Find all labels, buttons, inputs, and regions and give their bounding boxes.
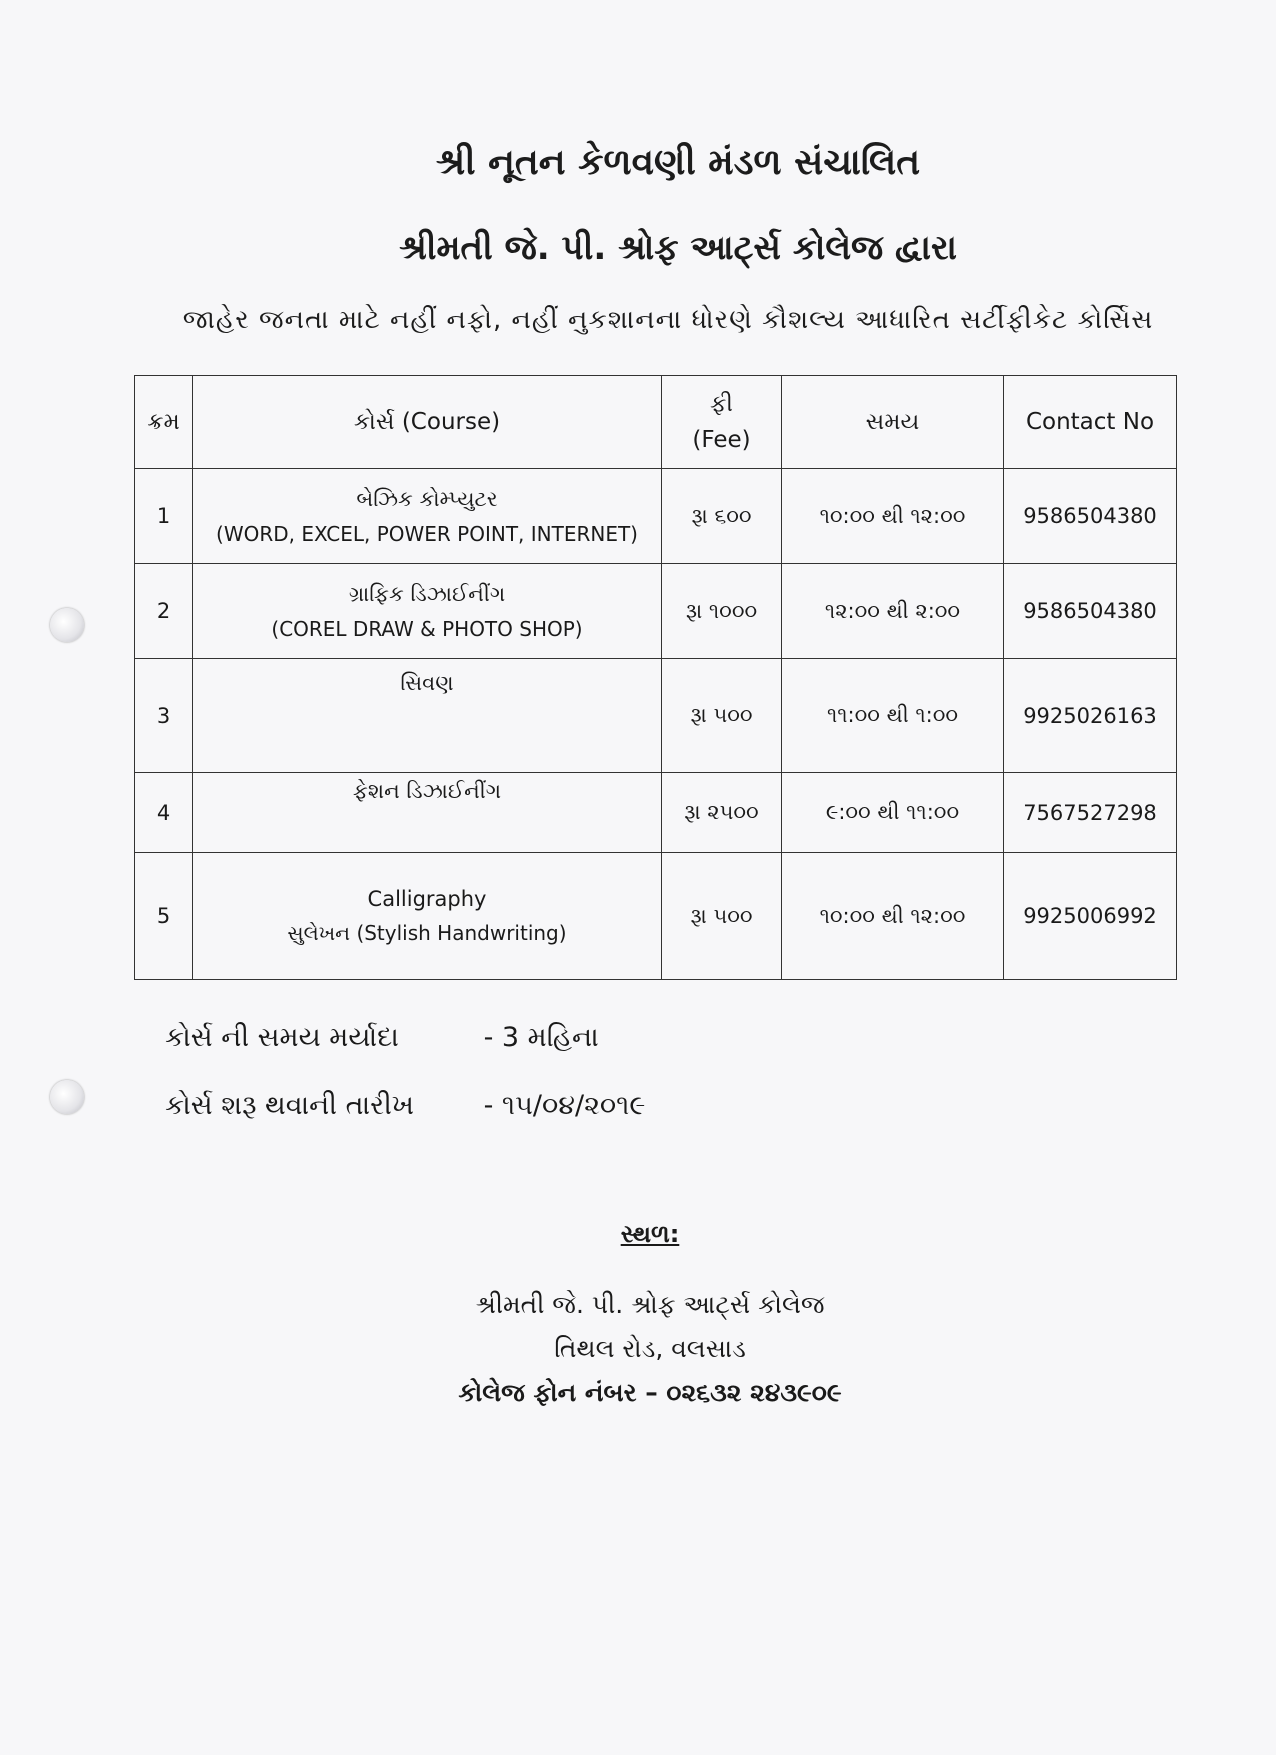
cell-course <box>193 853 662 980</box>
start-date-label: કોર્સ શરૂ થવાની તારીખ <box>165 1090 414 1121</box>
notice-subtitle: જાહેર જનતા માટે નહીં નફો, નહીં નુકશાનના ધોરણે કૌશલ્ય આધારિત સર્ટીફીકેટ કોર્સિસ <box>182 305 1154 335</box>
cell-contact: 9925006992 <box>1004 853 1177 980</box>
college-title: શ્રીમતી જે. પી. શ્રોફ આર્ટ્સ કોલેજ દ્વારા <box>399 228 957 268</box>
table-row <box>135 773 1177 853</box>
course-detail: સુલેખન (Stylish Handwriting) <box>287 921 567 945</box>
cell-serial: 4 <box>135 773 193 853</box>
start-date-value: - ૧૫/૦૪/૨૦૧૯ <box>483 1090 646 1121</box>
course-detail: (COREL DRAW & PHOTO SHOP) <box>271 616 583 641</box>
course-name: ગ્રાફિક ડિઝાઈનીંગ <box>348 581 506 606</box>
course-name: બેઝિક કોમ્પ્યુટર <box>356 486 498 511</box>
duration-label: કોર્સ ની સમય મર્યાદા <box>165 1022 399 1053</box>
header-serial: ક્રમ <box>135 376 193 469</box>
footer-phone: કોલેજ ફોન નંબર – ૦૨૬૩૨ ૨૪૩૯૦૯ <box>458 1378 842 1407</box>
cell-time: ૧૧:૦૦ થી ૧:૦૦ <box>782 659 1004 773</box>
cell-serial: 1 <box>135 469 193 564</box>
table-row <box>135 564 1177 659</box>
course-name: ફેશન ડિઝાઈનીંગ <box>352 779 502 803</box>
table-row <box>135 469 1177 564</box>
table-row <box>135 659 1177 773</box>
punch-hole <box>50 608 84 642</box>
course-name: સિવણ <box>400 671 454 695</box>
cell-contact: 9925026163 <box>1004 659 1177 773</box>
cell-fee: રૂા ૫૦૦ <box>662 659 782 773</box>
cell-fee: રૂા ૬૦૦ <box>662 469 782 564</box>
header-fee-english: (Fee) <box>692 427 751 453</box>
table-header-row <box>135 376 1177 469</box>
cell-contact: 7567527298 <box>1004 773 1177 853</box>
header-fee <box>662 376 782 469</box>
cell-fee: રૂા ૨૫૦૦ <box>662 773 782 853</box>
cell-contact: 9586504380 <box>1004 469 1177 564</box>
organization-title: શ્રી નૂતન કેળવણી મંડળ સંચાલિત <box>435 142 921 183</box>
footer-address: તિથલ રોડ, વલસાડ <box>554 1334 746 1363</box>
cell-fee: રૂા ૧૦૦૦ <box>662 564 782 659</box>
course-detail: (WORD, EXCEL, POWER POINT, INTERNET) <box>216 521 638 546</box>
courses-table <box>134 375 1177 980</box>
cell-fee: રૂા ૫૦૦ <box>662 853 782 980</box>
cell-time: ૧૨:૦૦ થી ૨:૦૦ <box>782 564 1004 659</box>
header-course: કોર્સ (Course) <box>193 376 662 469</box>
course-start-date <box>165 1090 645 1122</box>
cell-time: ૯:૦૦ થી ૧૧:૦૦ <box>782 773 1004 853</box>
place-label: સ્થળ: <box>620 1220 680 1248</box>
cell-serial: 2 <box>135 564 193 659</box>
cell-serial: 3 <box>135 659 193 773</box>
header-time: સમય <box>782 376 1004 469</box>
cell-course <box>193 773 662 853</box>
punch-hole <box>50 1080 84 1114</box>
cell-time: ૧૦:૦૦ થી ૧૨:૦૦ <box>782 469 1004 564</box>
duration-value: - 3 મહિના <box>483 1022 599 1053</box>
table-row <box>135 853 1177 980</box>
cell-course <box>193 564 662 659</box>
cell-contact: 9586504380 <box>1004 564 1177 659</box>
course-name: Calligraphy <box>367 887 487 911</box>
cell-time: ૧૦:૦૦ થી ૧૨:૦૦ <box>782 853 1004 980</box>
header-fee-label: ફી <box>710 391 733 417</box>
cell-serial: 5 <box>135 853 193 980</box>
cell-course <box>193 659 662 773</box>
header-contact: Contact No <box>1004 376 1177 469</box>
footer-college-name: શ્રીમતી જે. પી. શ્રોફ આર્ટ્સ કોલેજ <box>475 1290 825 1319</box>
cell-course <box>193 469 662 564</box>
course-duration <box>165 1022 599 1054</box>
